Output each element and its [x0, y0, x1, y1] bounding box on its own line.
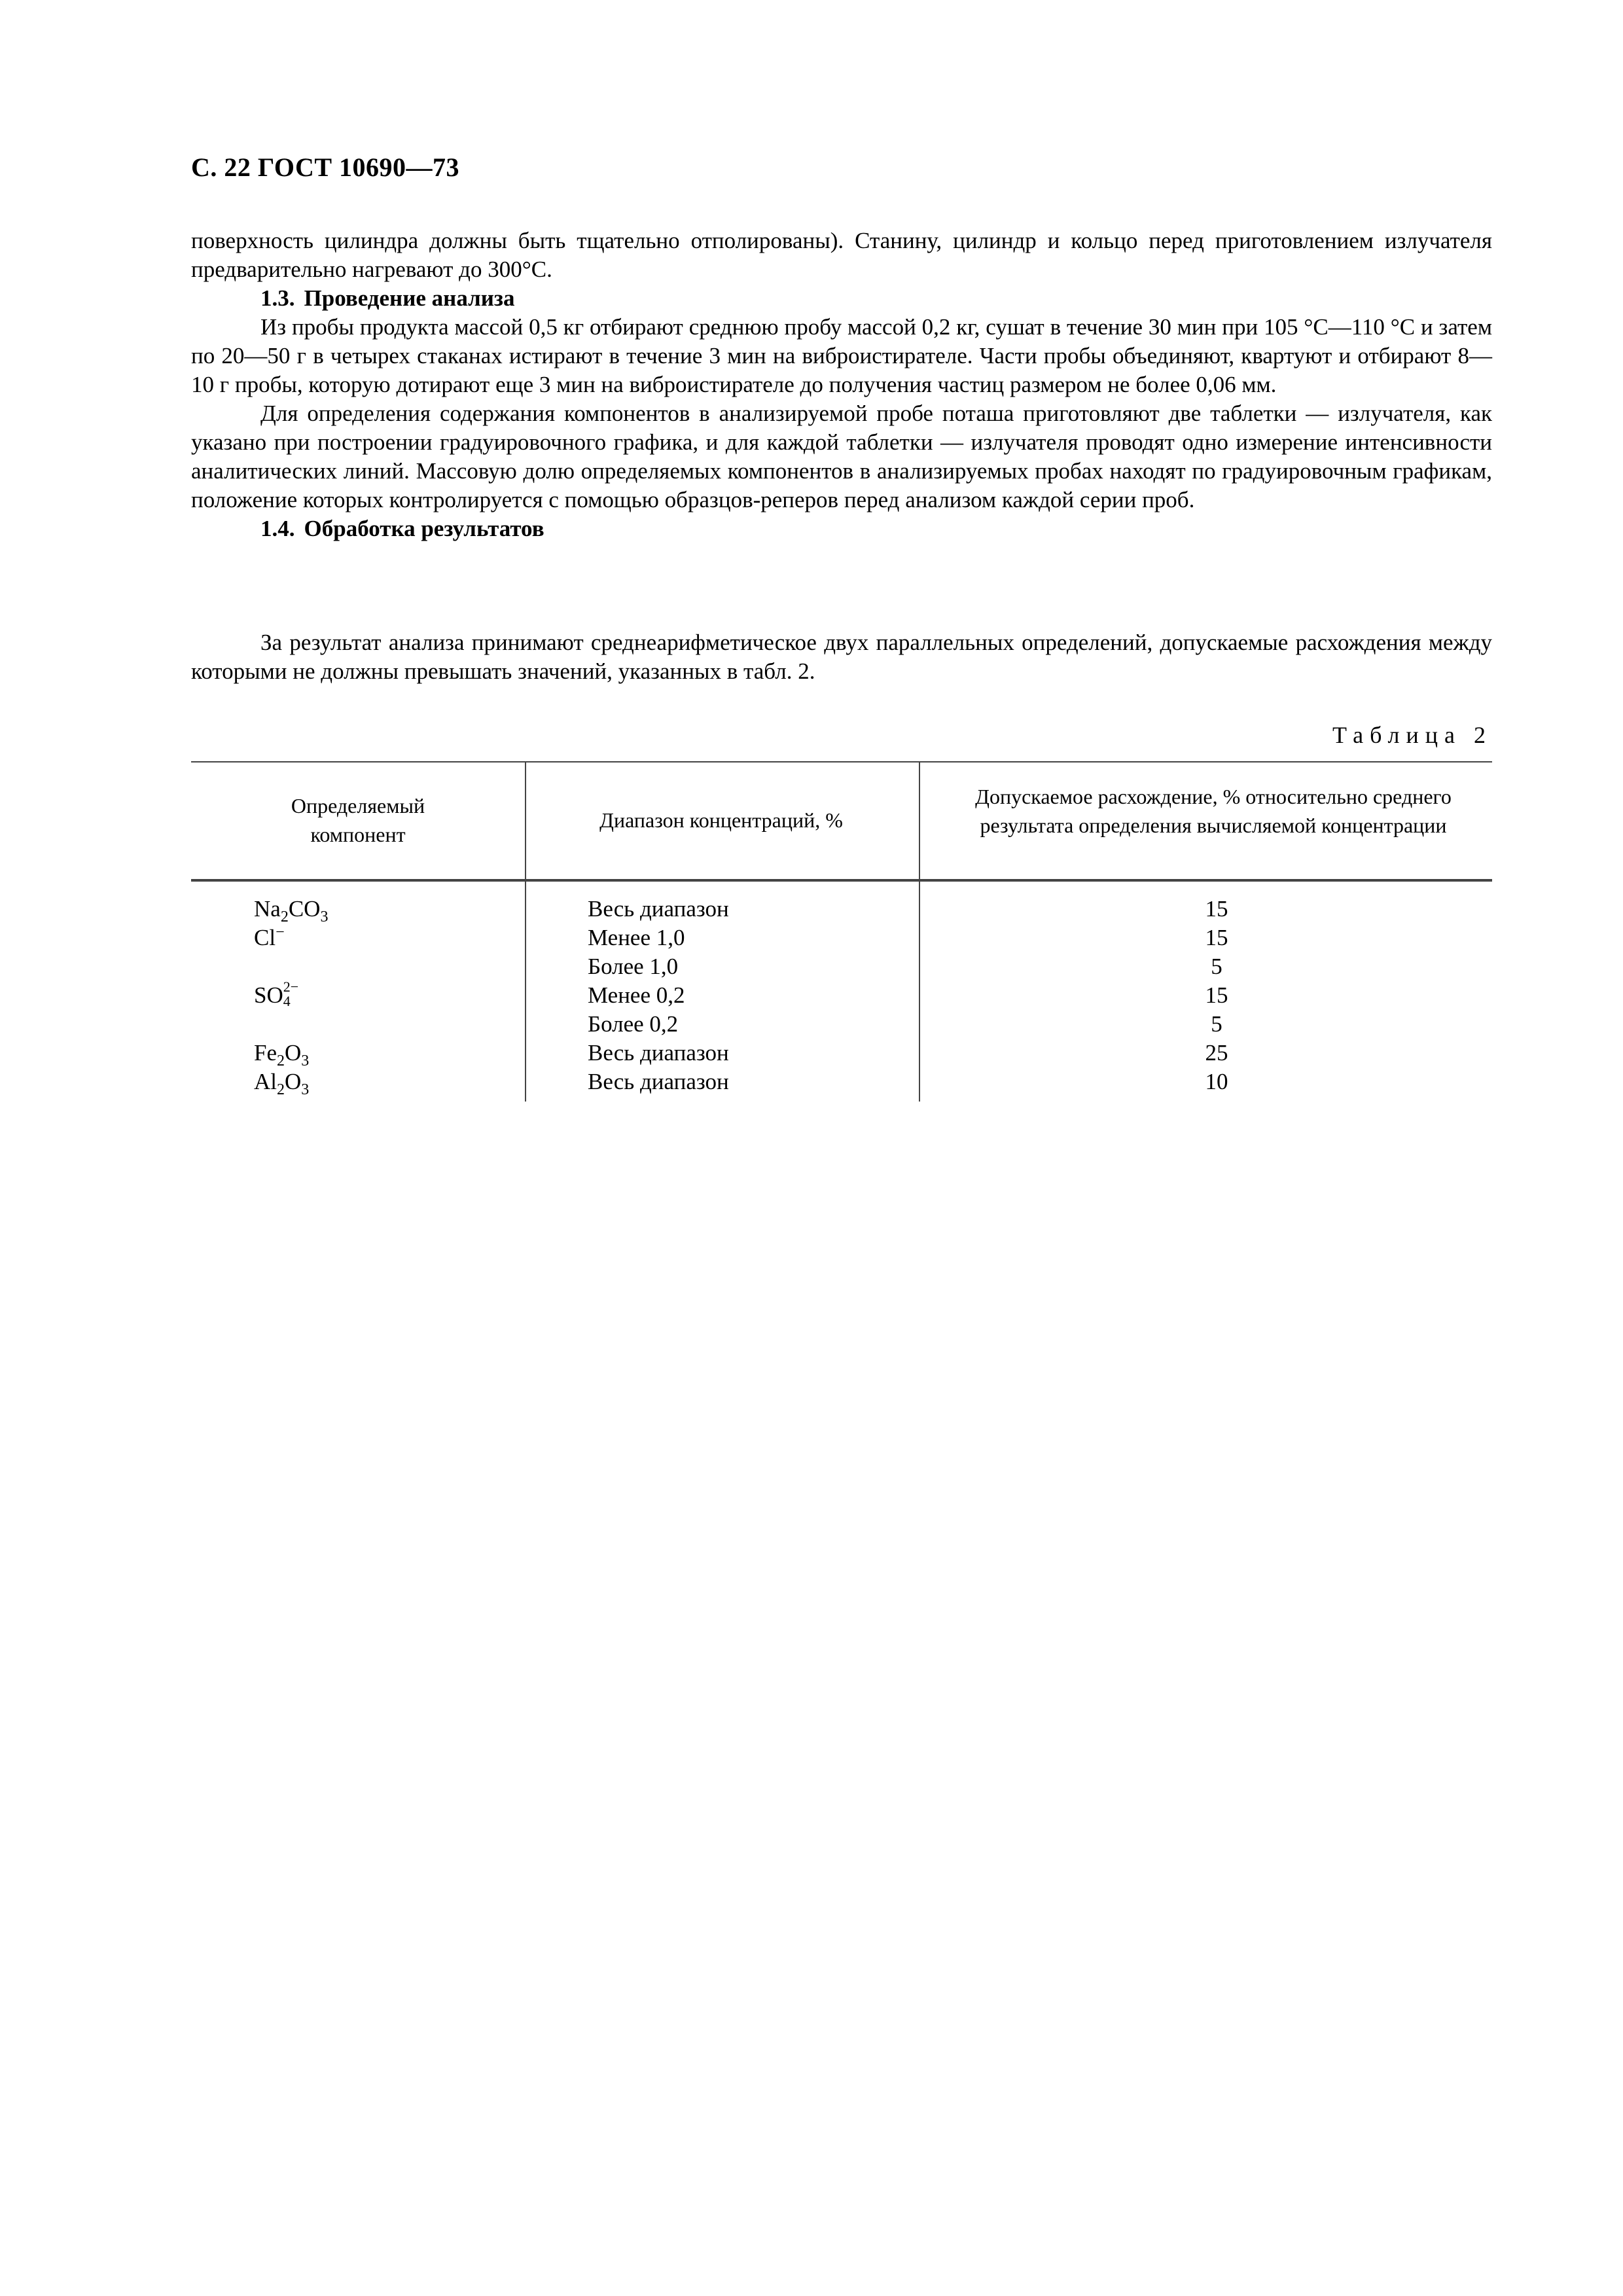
table-row	[191, 895, 1492, 924]
paragraph-sampling: Из пробы продукта массой 0,5 кг отбирают среднюю пробу массой 0,2 кг, сушат в течение 30 мин при 105 °С—110 °С и затем по 20—50 г в четырех стаканах истирают в течение 3 мин на виброистирателе. Части пробы объединяют, квартуют и отбирают 8—10 г пробы, которую дотирают еще 3 мин на виброистирателе до получения частиц размером не более 0,06 мм.	[191, 314, 1492, 397]
table-header-rule	[191, 879, 1492, 882]
table-row	[191, 978, 1492, 1010]
range-cell: Весь диапазон	[588, 1069, 729, 1094]
section-heading-1-3	[191, 284, 1492, 313]
range-cell: Менее 0,2	[588, 982, 685, 1008]
page-title: С. 22 ГОСТ 10690—73	[191, 152, 460, 182]
value-cell: 10	[1205, 1069, 1228, 1094]
section-title: Проведение анализа	[304, 285, 515, 311]
text-body-top	[191, 226, 1492, 543]
component-cell: SO 2− 4	[254, 978, 299, 1009]
paragraph-results: За результат анализа принимают среднеарифметическое двух параллельных определений, допускаемые расхождения между которыми не должны превышать значений, указанных в табл. 2.	[191, 630, 1492, 684]
range-cell: Менее 1,0	[588, 925, 685, 950]
component-cell: Cl−	[254, 924, 285, 950]
value-cell: 5	[1211, 1011, 1222, 1037]
range-cell: Более 1,0	[588, 954, 679, 979]
component-cell: $Na_2CO_3$	[254, 896, 329, 925]
section-number: 1.4.	[260, 516, 295, 541]
table-row	[191, 924, 1492, 952]
range-cell: Весь диапазон	[588, 1040, 729, 1066]
value-cell: 15	[1205, 982, 1228, 1008]
component-cell: $Fe_2O_3$	[254, 1040, 310, 1069]
value-cell: 15	[1205, 925, 1228, 950]
column-header-discrepancy: Допускаемое расхождение, % относительно среднего результата определения вычисляемой концентрации	[975, 785, 1452, 837]
text-body-results	[191, 628, 1492, 686]
value-cell: 5	[1211, 954, 1222, 979]
table-caption: Таблица 2	[1332, 722, 1492, 748]
range-cell: Более 0,2	[588, 1011, 679, 1037]
section-title: Обработка результатов	[304, 516, 544, 541]
section-heading-1-4	[191, 514, 1492, 543]
table-row	[191, 952, 1492, 981]
value-cell: 15	[1205, 896, 1228, 922]
table-row	[191, 1039, 1492, 1067]
table-row	[191, 1067, 1492, 1096]
column-header-range: Диапазон концентраций, %	[599, 808, 843, 832]
paragraph-measurement: Для определения содержания компонентов в анализируемой пробе поташа приготовляют две таблетки — излучателя, как указано при построении градуировочного графика, и для каждой таблетки — излучателя проводят одно измерение интенсивности аналитических линий. Массовую долю определяемых компонентов в анализируемых пробах находят по градуировочным графикам, положение которых контролируется с помощью образцов-реперов перед анализом каждой серии проб.	[191, 401, 1492, 512]
range-cell: Весь диапазон	[588, 896, 729, 922]
component-cell: $Al_2O_3$	[254, 1069, 310, 1098]
section-number: 1.3.	[260, 285, 295, 311]
paragraph-polishing: поверхность цилиндра должны быть тщательно отполированы). Станину, цилиндр и кольцо перед приготовлением излучателя предварительно нагревают до 300°С.	[191, 228, 1492, 282]
table-top-rule	[191, 761, 1492, 762]
value-cell: 25	[1205, 1040, 1228, 1066]
table-row	[191, 1010, 1492, 1039]
column-header-component: Определяемый компонент	[291, 794, 425, 846]
